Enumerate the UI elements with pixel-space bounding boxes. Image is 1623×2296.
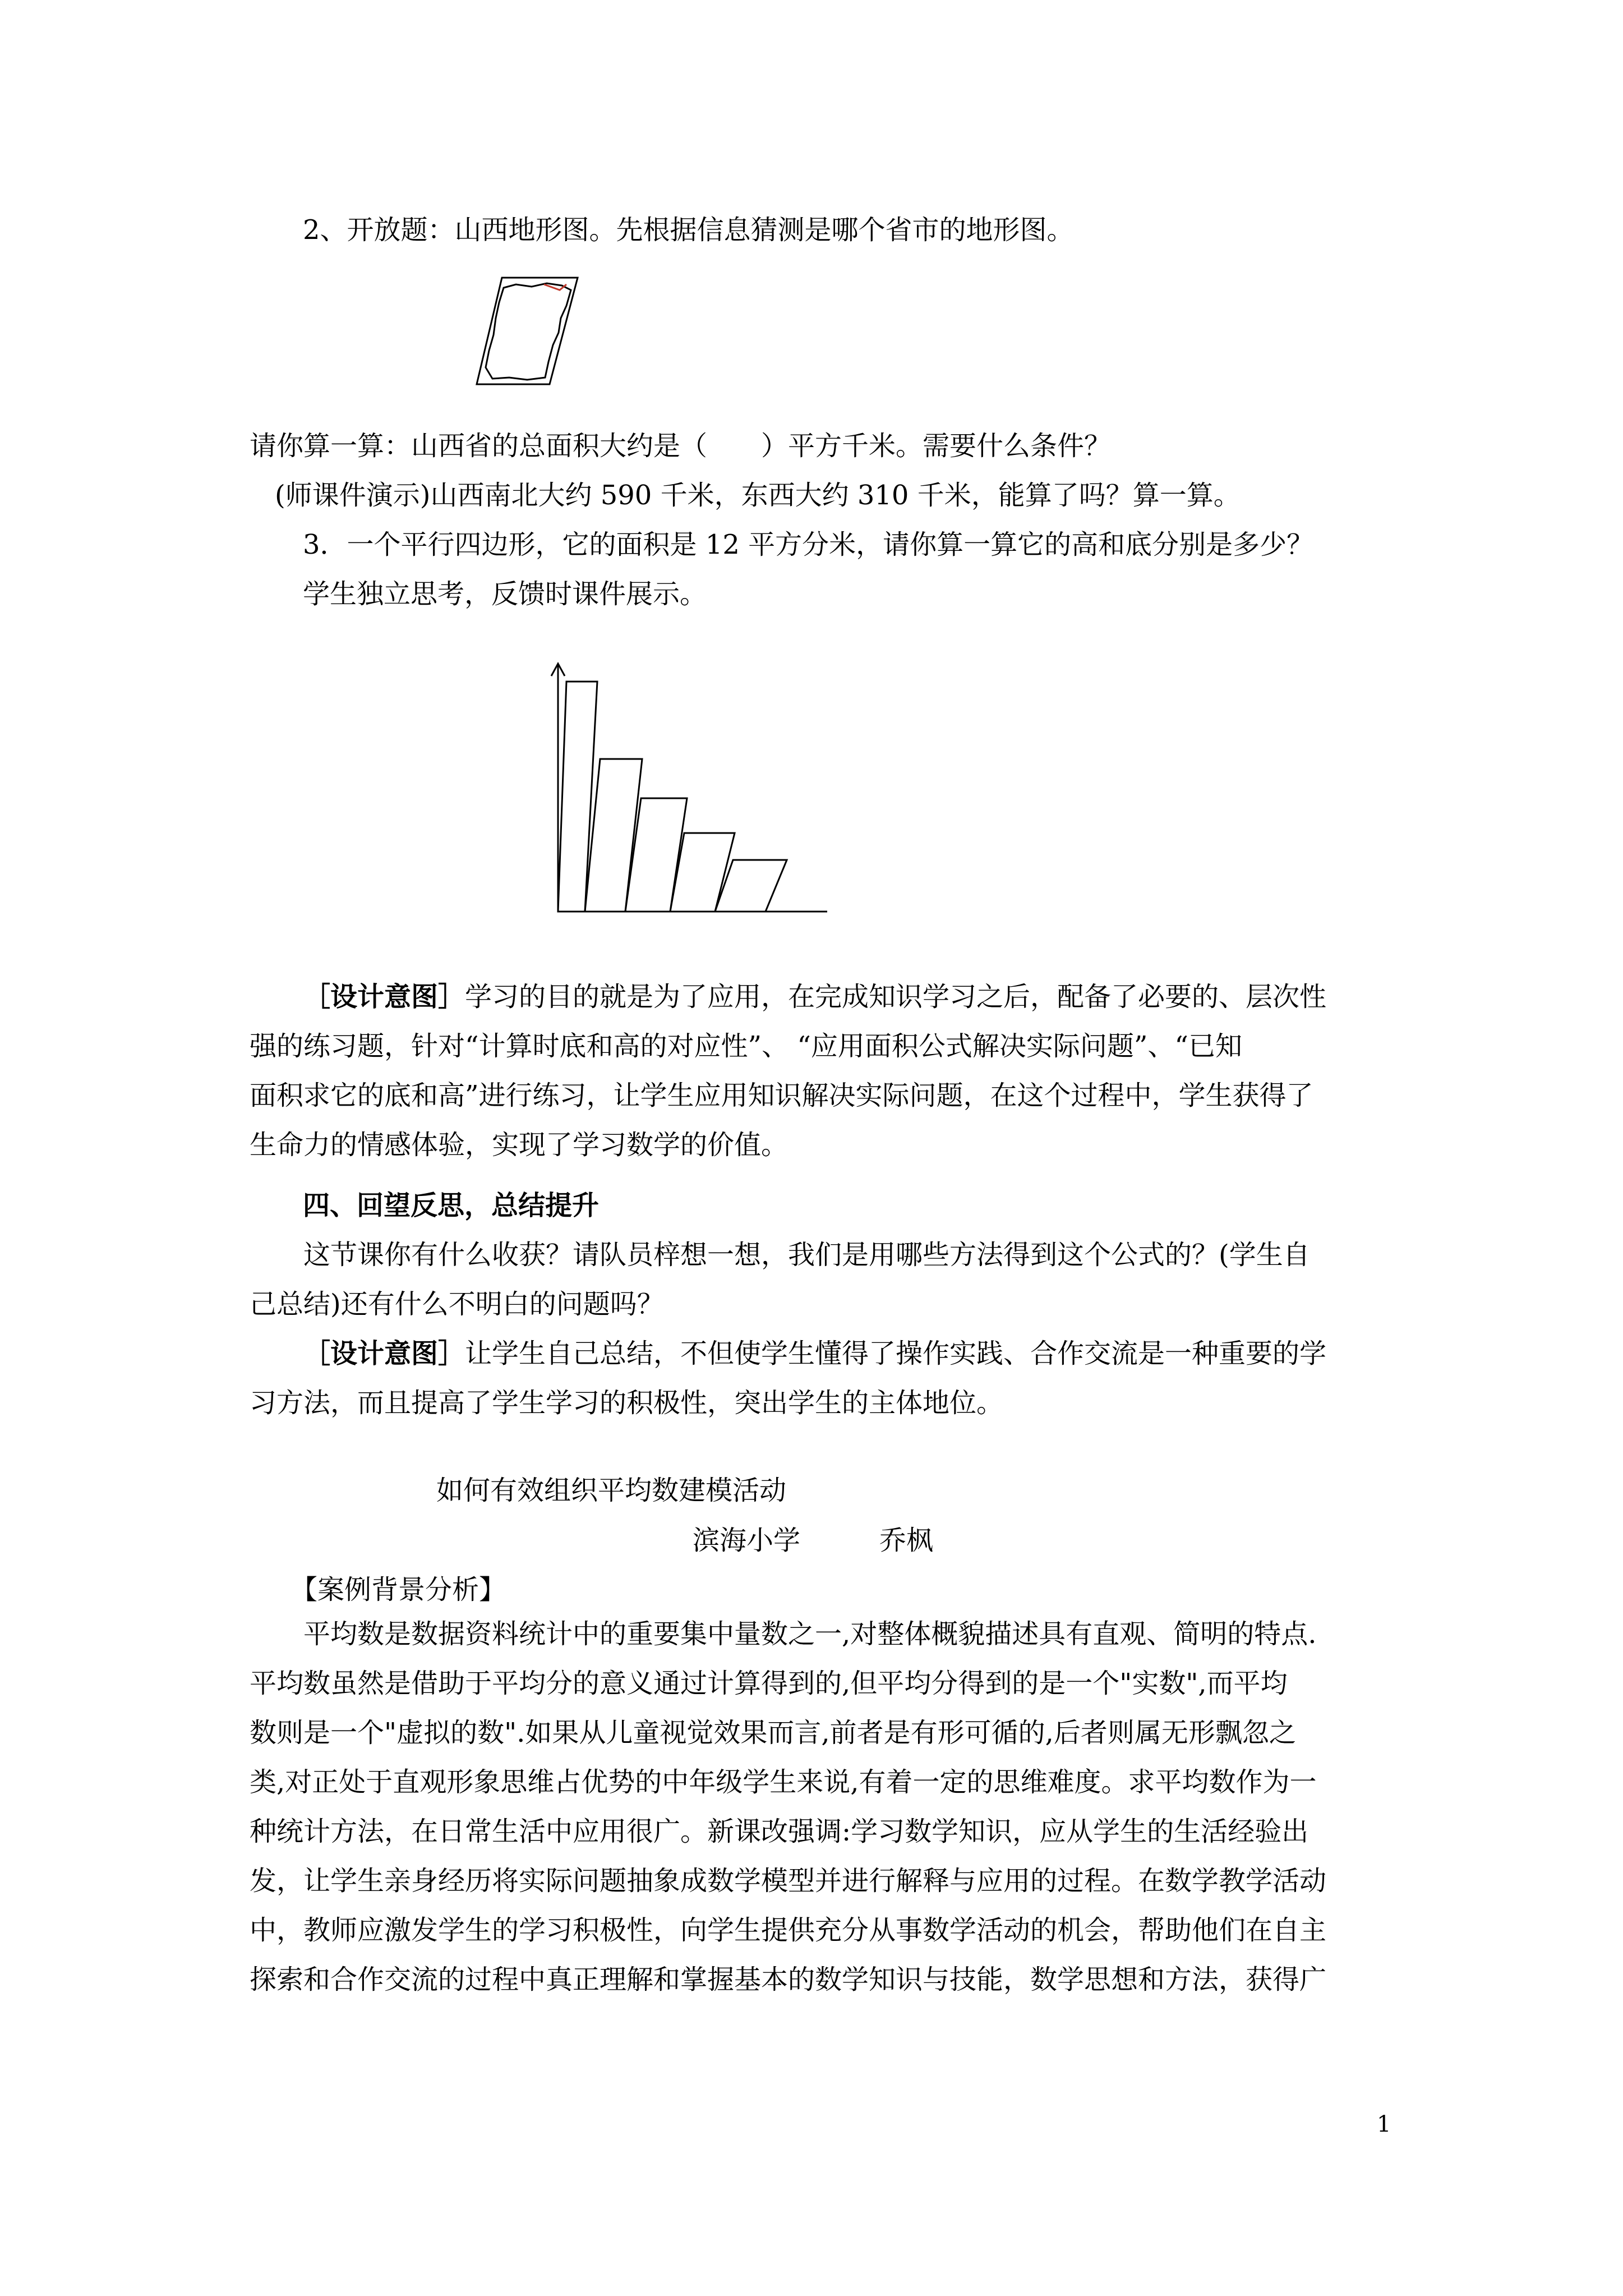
article-section-title: 【案例背景分析】 — [291, 1574, 506, 1605]
design-intent-label: ［设计意图］ — [303, 981, 465, 1013]
design-intent-line: 强的练习题，针对“计算时底和高的对应性”、 “应用面积公式解决实际问题”、“已知 — [250, 1030, 1242, 1062]
article-author: 乔枫 — [879, 1525, 934, 1556]
map-outline — [486, 283, 571, 380]
parallelogram-figure — [536, 659, 850, 917]
design-intent-2 — [250, 1329, 1382, 1428]
article-line: 发，让学生亲身经历将实际问题抽象成数学模型并进行解释与应用的过程。在数学教学活动 — [250, 1865, 1327, 1897]
design-intent-line: 学习的目的就是为了应用，在完成知识学习之后，配备了必要的、层次性 — [465, 981, 1327, 1013]
q3-note: 学生独立思考，反馈时课件展示。 — [303, 578, 707, 610]
section-4-body — [250, 1230, 1382, 1329]
section-4-line: 己总结)还有什么不明白的问题吗？ — [250, 1289, 664, 1320]
article-line: 平均数是数据资料统计中的重要集中量数之一,对整体概貌描述具有直观、简明的特点. — [303, 1618, 1317, 1650]
q2-text: 2、开放题：山西地形图。先根据信息猜测是哪个省市的地形图。 — [303, 214, 1074, 246]
design-intent-label: ［设计意图］ — [303, 1338, 465, 1369]
design-intent-line: 生命力的情感体验，实现了学习数学的价值。 — [250, 1129, 789, 1161]
section-4-line: 这节课你有什么收获？请队员梓想一想，我们是用哪些方法得到这个公式的？(学生自 — [303, 1239, 1310, 1271]
article-line: 中，教师应激发学生的学习积极性，向学生提供充分从事数学活动的机会，帮助他们在自主 — [250, 1915, 1327, 1946]
parallelogram-2 — [585, 759, 642, 912]
parallelogram-1 — [558, 682, 597, 912]
article-line: 类,对正处于直观形象思维占优势的中年级学生来说,有着一定的思维难度。求平均数作为一 — [250, 1766, 1317, 1798]
parallelogram-3 — [625, 798, 687, 912]
page-number: 1 — [1377, 2111, 1391, 2137]
article-school: 滨海小学 — [693, 1525, 801, 1556]
q2-demo: (师课件演示)山西南北大约 590 千米，东西大约 310 千米，能算了吗？算一算。 — [275, 480, 1241, 511]
article-title: 如何有效组织平均数建模活动 — [436, 1475, 787, 1506]
design-intent-line: 让学生自己总结，不但使学生懂得了操作实践、合作交流是一种重要的学 — [465, 1338, 1327, 1369]
section-4-heading: 四、回望反思，总结提升 — [303, 1190, 600, 1221]
article-body — [250, 1609, 1382, 2004]
q2-calc: 请你算一算：山西省的总面积大约是（ ）平方千米。需要什么条件？ — [250, 430, 1112, 462]
article-line: 探索和合作交流的过程中真正理解和掌握基本的数学知识与技能，数学思想和方法，获得广 — [250, 1964, 1327, 1995]
article-line: 平均数虽然是借助于平均分的意义通过计算得到的,但平均分得到的是一个"实数",而平均 — [250, 1668, 1288, 1699]
article-line: 种统计方法，在日常生活中应用很广。新课改强调:学习数学知识，应从学生的生活经验出 — [250, 1816, 1309, 1847]
map-parallelogram — [477, 278, 578, 384]
design-intent-1 — [250, 972, 1382, 1170]
q3-text: 3．一个平行四边形，它的面积是 12 平方分米，请你算一算它的高和底分别是多少？ — [303, 529, 1314, 560]
design-intent-line: 习方法，而且提高了学生学习的积极性，突出学生的主体地位。 — [250, 1387, 1004, 1419]
shanxi-map-figure — [477, 278, 589, 390]
article-line: 数则是一个"虚拟的数".如果从儿童视觉效果而言,前者是有形可循的,后者则属无形飘忽之 — [250, 1717, 1296, 1749]
design-intent-line: 面积求它的底和高”进行练习，让学生应用知识解决实际问题，在这个过程中，学生获得了 — [250, 1080, 1313, 1111]
